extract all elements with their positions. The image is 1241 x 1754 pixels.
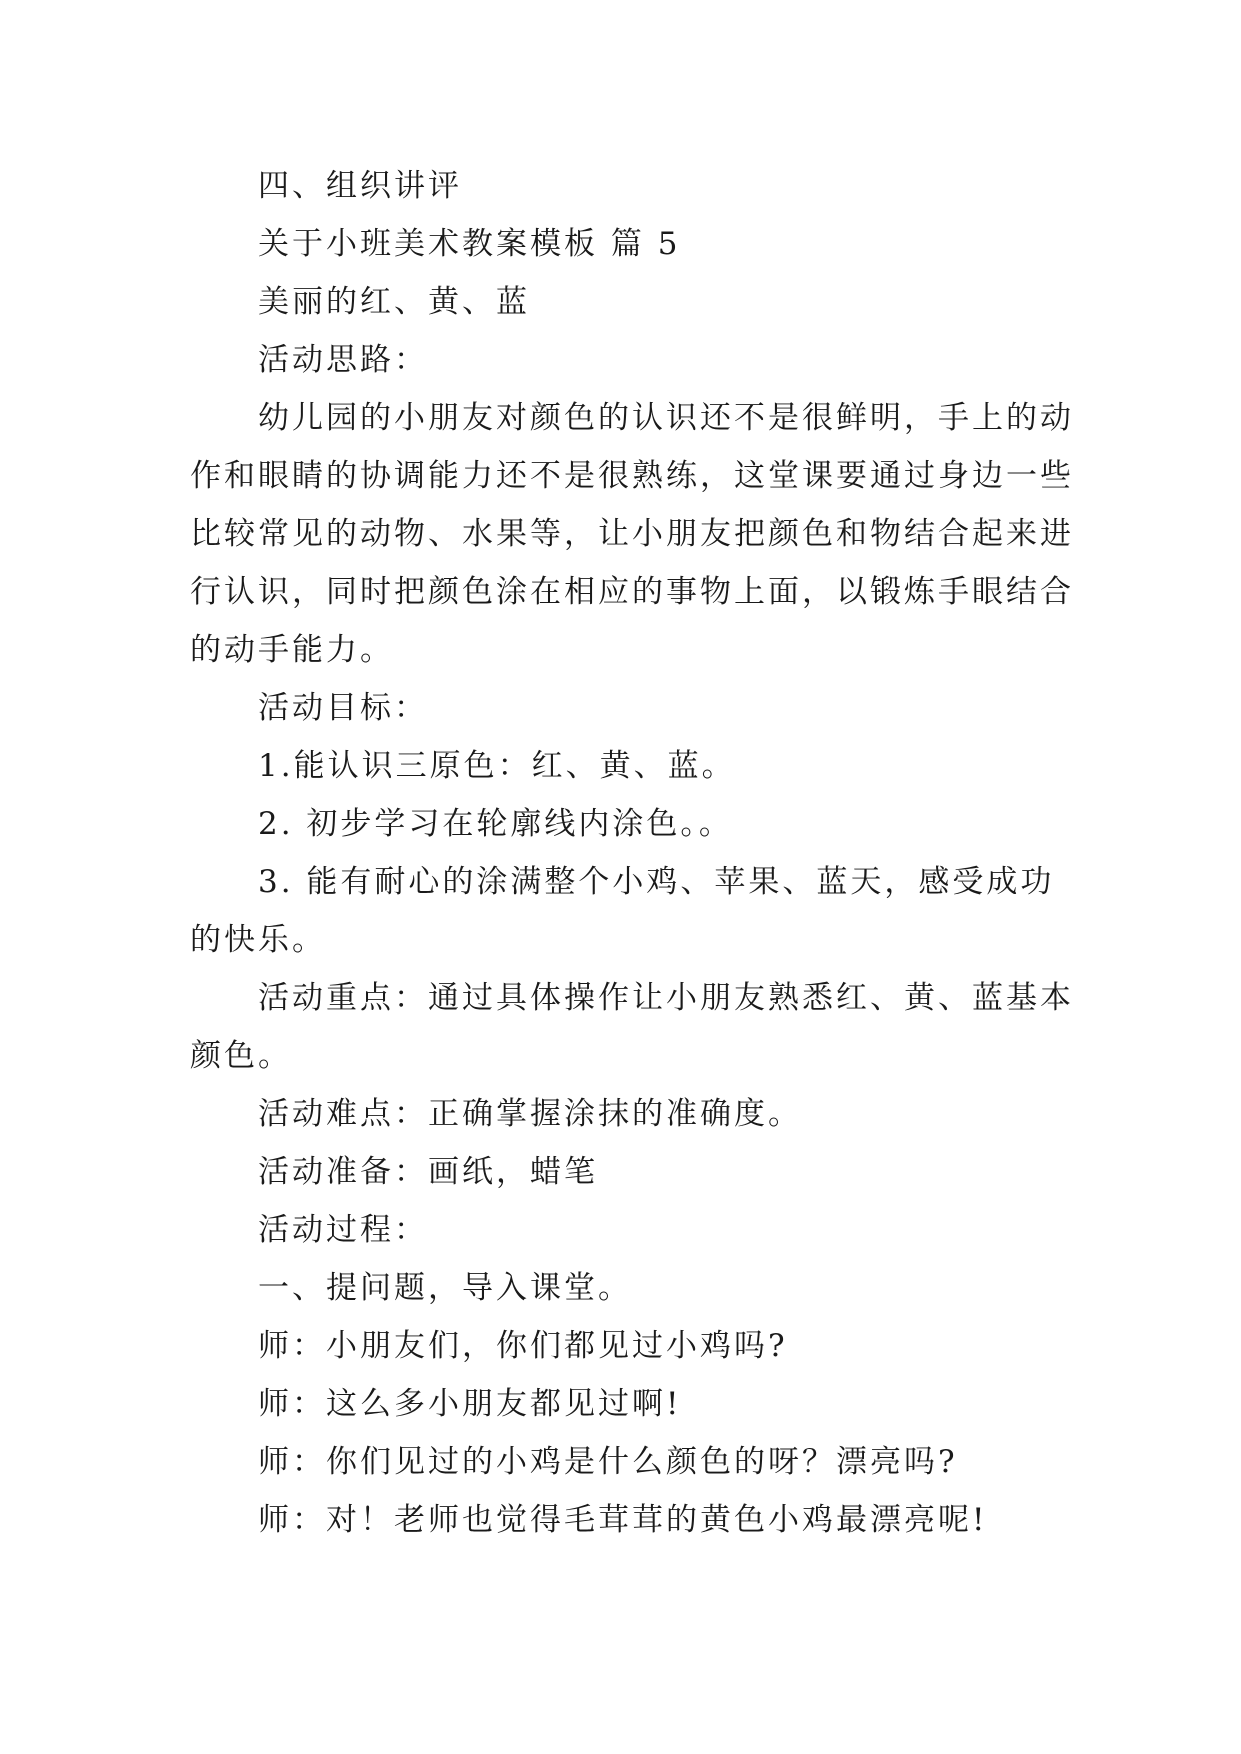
dialogue-line: 师：你们见过的小鸡是什么颜色的呀？漂亮吗? (258, 1444, 958, 1480)
goal-item: 2. 初步学习在轮廓线内涂色。。 (258, 806, 733, 842)
paragraph-line: 作和眼睛的协调能力还不是很熟练，这堂课要通过身边一些 (190, 458, 1074, 494)
goal-item: 1.能认识三原色：红、黄、蓝。 (258, 748, 736, 784)
paragraph-line: 幼儿园的小朋友对颜色的认识还不是很鲜明，手上的动 (258, 400, 1074, 436)
preparation: 活动准备：画纸，蜡笔 (258, 1154, 598, 1190)
step-heading: 一、提问题，导入课堂。 (258, 1270, 632, 1306)
process-heading: 活动过程： (258, 1212, 428, 1248)
activity-goal-heading: 活动目标： (258, 690, 428, 726)
lesson-title: 美丽的红、黄、蓝 (258, 284, 530, 320)
section-heading: 四、组织讲评 (258, 168, 462, 204)
activity-idea-heading: 活动思路： (258, 342, 428, 378)
article-title: 关于小班美术教案模板 篇 5 (258, 226, 681, 262)
goal-item-continued: 的快乐。 (190, 922, 326, 958)
dialogue-line: 师：对！老师也觉得毛茸茸的黄色小鸡最漂亮呢! (258, 1502, 988, 1538)
difficulty-point: 活动难点：正确掌握涂抹的准确度。 (258, 1096, 802, 1132)
dialogue-line: 师：小朋友们，你们都见过小鸡吗? (258, 1328, 788, 1364)
goal-item: 3. 能有耐心的涂满整个小鸡、苹果、蓝天，感受成功 (258, 864, 1055, 900)
paragraph-line: 的动手能力。 (190, 632, 394, 668)
key-point: 活动重点：通过具体操作让小朋友熟悉红、黄、蓝基本 (258, 980, 1074, 1016)
paragraph-line: 比较常见的动物、水果等，让小朋友把颜色和物结合起来进 (190, 516, 1074, 552)
key-point-continued: 颜色。 (190, 1038, 292, 1074)
paragraph-line: 行认识，同时把颜色涂在相应的事物上面，以锻炼手眼结合 (190, 574, 1074, 610)
dialogue-line: 师：这么多小朋友都见过啊! (258, 1386, 682, 1422)
